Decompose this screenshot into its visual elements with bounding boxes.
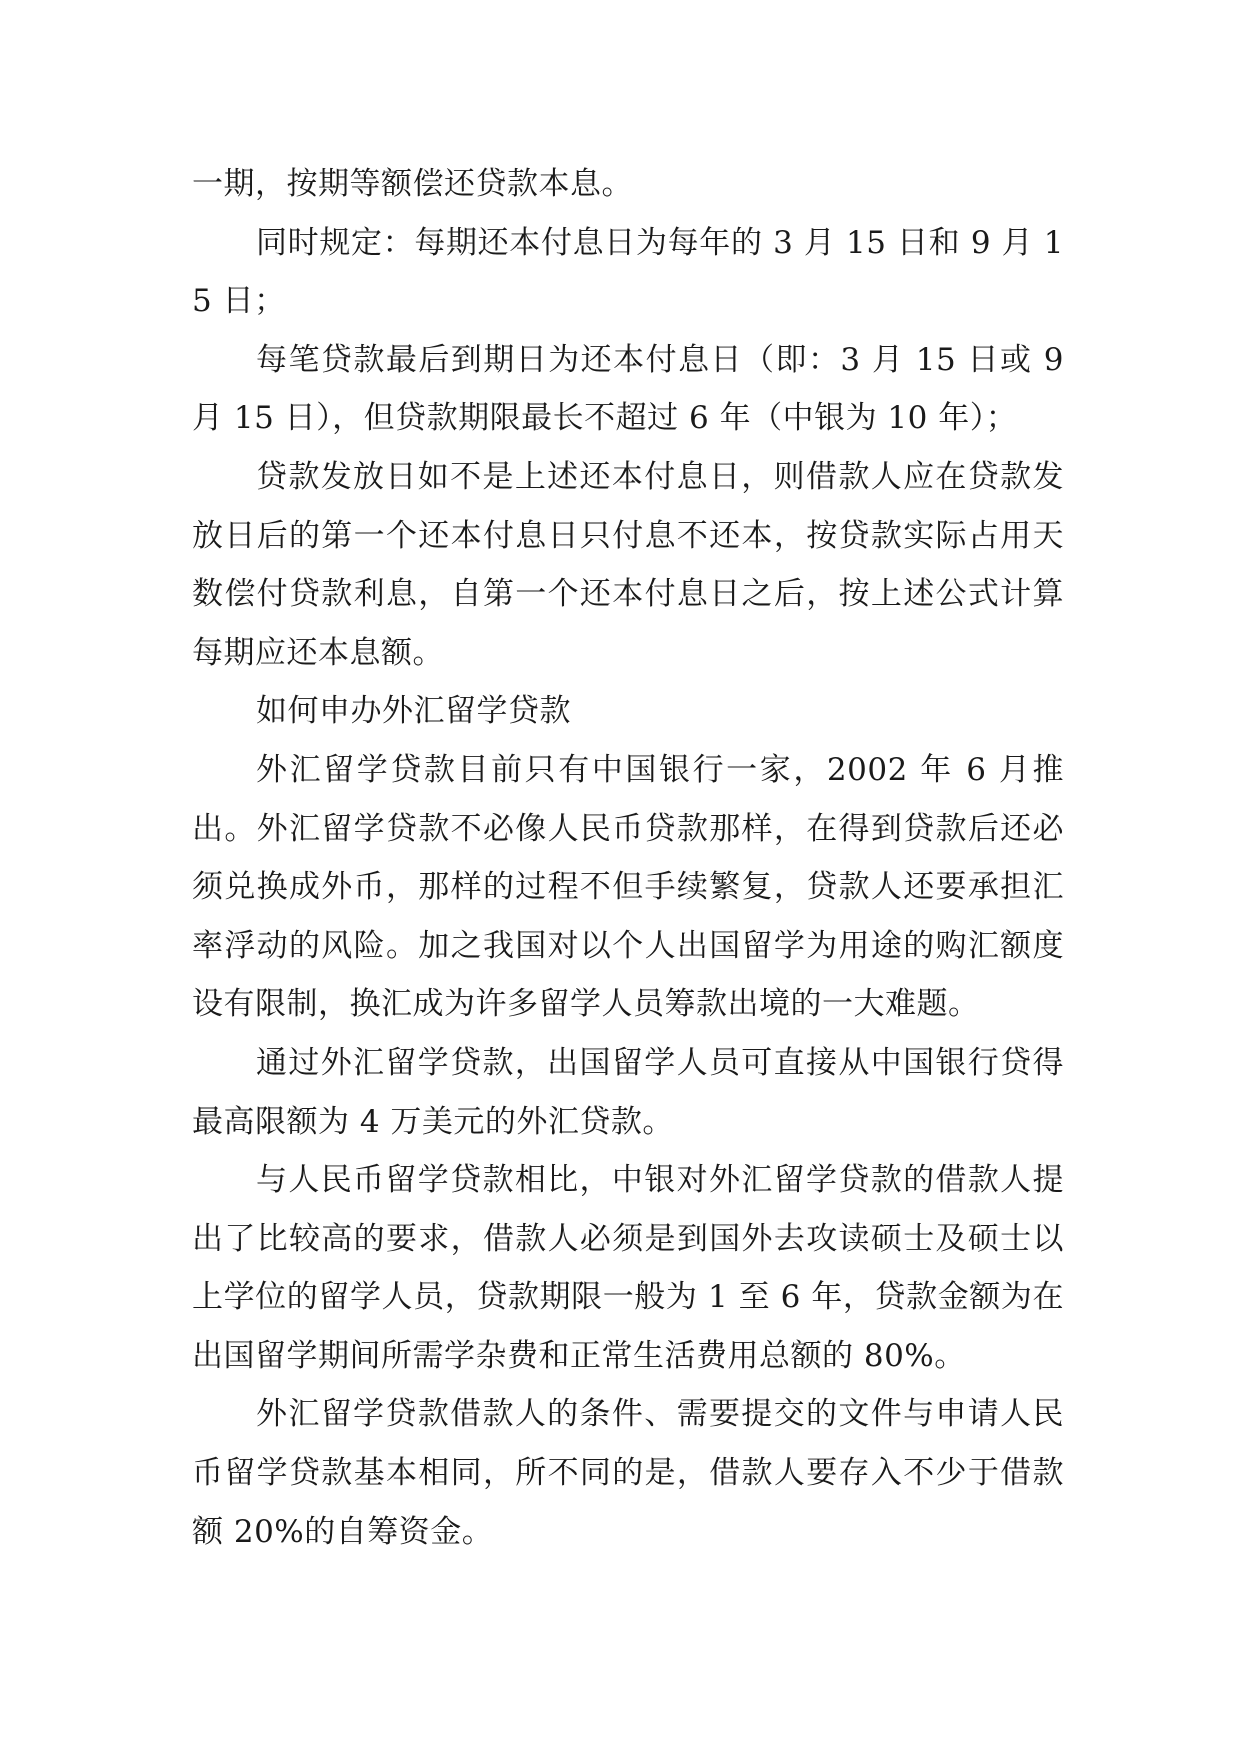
paragraph-4: 贷款发放日如不是上述还本付息日，则借款人应在贷款发放日后的第一个还本付息日只付息不还本，按贷款实际占用天数偿付贷款利息，自第一个还本付息日之后，按上述公式计算每期应还本息额。	[192, 458, 1064, 671]
paragraph-3: 每笔贷款最后到期日为还本付息日（即：3 月 15 日或 9 月 15 日），但贷款期限最长不超过 6 年（中银为 10 年）；	[192, 341, 1064, 437]
paragraph-8: 与人民币留学贷款相比，中银对外汇留学贷款的借款人提出了比较高的要求，借款人必须是到国外去攻读硕士及硕士以上学位的留学人员，贷款期限一般为 1 至 6 年，贷款金额为在出国留学期间所需学杂费和正常生活费用总额的 80%。	[192, 1162, 1064, 1374]
paragraph-9: 外汇留学贷款借款人的条件、需要提交的文件与申请人民币留学贷款基本相同，所不同的是，借款人要存入不少于借款额 20%的自筹资金。	[192, 1396, 1064, 1550]
paragraph-2: 同时规定：每期还本付息日为每年的 3 月 15 日和 9 月 15 日；	[192, 224, 1064, 320]
section-heading: 如何申办外汇留学贷款	[256, 693, 571, 730]
paragraph-6: 外汇留学贷款目前只有中国银行一家，2002 年 6 月推出。外汇留学贷款不必像人民币贷款那样，在得到贷款后还必须兑换成外币，那样的过程不但手续繁复，贷款人还要承担汇率浮动的风险。加之我国对以个人出国留学为用途的购汇额度设有限制，换汇成为许多留学人员筹款出境的一大难题。	[192, 751, 1064, 1023]
paragraph-1: 一期，按期等额偿还贷款本息。	[192, 166, 633, 202]
paragraph-7: 通过外汇留学贷款，出国留学人员可直接从中国银行贷得最高限额为 4 万美元的外汇贷款。	[192, 1044, 1064, 1140]
document-body	[192, 155, 1064, 1561]
